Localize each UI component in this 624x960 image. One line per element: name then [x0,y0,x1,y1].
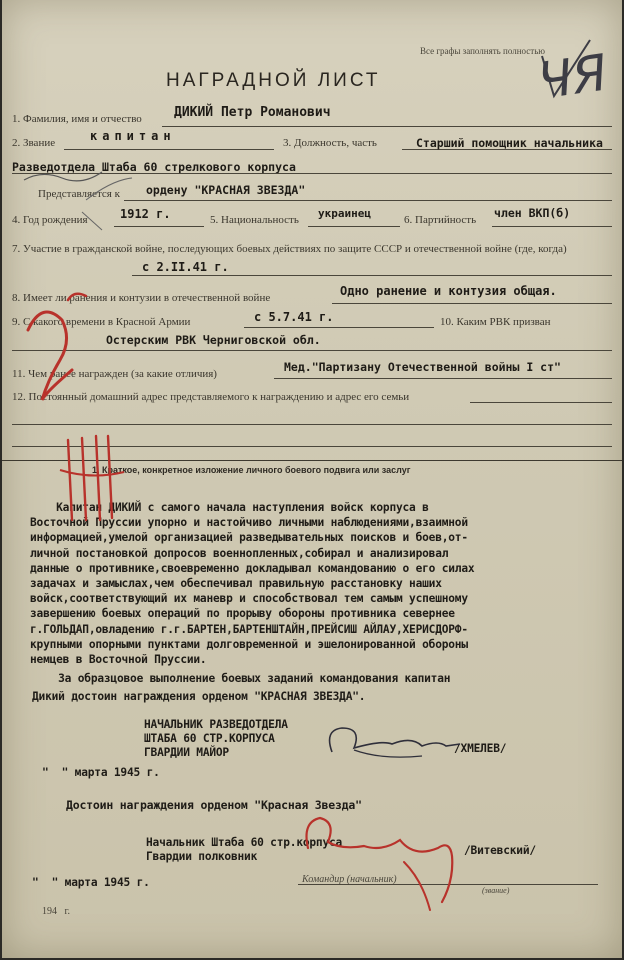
underline [12,173,612,174]
field-label-name: 1. Фамилия, имя и отчество [12,113,142,125]
year-blank: 194 г. [42,906,70,917]
rank-label: (звание) [482,886,510,895]
field-value-rvk: Остерским РВК Черниговской обл. [106,333,321,347]
underline [274,378,612,379]
underline [492,226,612,227]
page-title: НАГРАДНОЙ ЛИСТ [166,70,381,91]
underline [332,303,612,304]
underline [162,126,612,127]
section-heading: 1. Краткое, конкретное изложение личного боевого подвига или заслуг [92,465,411,475]
field-value-previous-awards: Мед."Партизану Отечественной войны I ст" [284,360,561,374]
handwritten-mark: ЧЯ [534,43,611,111]
field-label-birth-year: 4. Год рождения [12,214,88,226]
underline [12,424,612,425]
narrative-line: Капитан ДИКИЙ с самого начала наступления войск корпуса в [30,501,429,514]
signer-title-line: ГВАРДИИ МАЙОР [144,746,229,759]
field-label-presented: Представляется к [38,188,120,200]
field-value-position: Старший помощник начальника Разведотдела Штаба 60 стрелкового корпуса [12,136,603,174]
signer-title-line: ШТАБА 60 СТР.КОРПУСА [144,732,275,745]
ink-signature [330,728,460,752]
signer-name-2: /Витевский/ [464,844,536,857]
conclusion-text: Достоин награждения орденом "Красная Звезда" [66,798,362,812]
underline [12,350,612,351]
narrative-line: завершению боевых операций по прорыву обороны противника севернее [30,607,455,621]
underline [124,200,612,201]
underline [244,327,434,328]
field-label-nationality: 5. Национальность [210,214,299,226]
red-pencil-mark [404,862,430,910]
recommendation-paragraph [32,670,450,706]
signer-title-line: Гвардии полковник [146,850,258,863]
narrative-line: личной постановкой допросов военнопленных,собирал и анализировал [30,546,449,560]
field-label-rank: 2. Звание [12,137,56,149]
commander-label: Командир (начальник) [302,874,397,885]
narrative-line: Восточной Пруссии упорно и настойчиво личными наблюдениями,взаимной [30,516,468,530]
field-value-war-participation: с 2.II.41 г. [142,260,229,274]
field-value-name: ДИКИЙ Петр Романович [174,105,331,120]
underline [308,226,400,227]
section-divider [2,460,622,461]
recommendation-line: Дикий достоин награждения орденом "КРАСНАЯ ЗВЕЗДА". [32,690,366,703]
recommendation-line: За образцовое выполнение боевых заданий командования капитан [32,672,451,685]
narrative-line: г.ГОЛЬДАП,овладению г.г.БАРТЕН,БАРТЕНШТАЙН,ПРЕЙСИШ АЙЛАУ,ХЕРИСДОРФ- [30,622,468,636]
field-label-army-since: 9. С какого времени в Красной Армии [12,316,191,328]
field-value-order: ордену "КРАСНАЯ ЗВЕЗДА" [146,183,306,197]
field-value-army-since: с 5.7.41 г. [254,310,334,324]
field-label-home-address: 12. Постоянный домашний адрес представляемого к награждению и адрес его семьи [12,391,410,403]
field-value-wounds: Одно ранение и контузия общая. [340,284,557,298]
narrative-paragraph [30,500,474,667]
field-label-previous-awards: 11. Чем ранее награжден (за какие отличия) [12,368,217,380]
narrative-line: войск,соответствующий их маневр и способствовал тем самым успешному [30,592,468,606]
field-value-birth-year: 1912 г. [120,207,171,221]
signer-name-1: /ХМЕЛЕВ/ [454,742,507,755]
field-value-party: член ВКП(б) [494,206,571,220]
signature-date-2: " " марта 1945 г. [32,876,150,889]
ink-signature [354,750,422,757]
signature-date-1: " " марта 1945 г. [42,766,160,779]
narrative-line: немцев в Восточной Пруссии. [30,653,207,667]
underline [470,402,612,403]
field-value-nationality: украинец [318,207,371,220]
narrative-line: информацией,умелой организацией разведывательных поисков и боев,от- [30,531,468,545]
narrative-line: данные о противнике,своевременно докладывал командованию о его силах [30,561,475,575]
field-label-rvk: 10. Каким РВК призван [440,316,551,328]
signer-title-line: НАЧАЛЬНИК РАЗВЕДОТДЕЛА [144,718,288,731]
field-label-wounds: 8. Имеет ли ранения и контузии в отечественной войне [12,292,271,304]
narrative-line: задачах и замыслах,чем обеспечивал правильную расстановку наших [30,577,442,591]
field-label-position: 3. Должность, часть [283,137,377,149]
fill-all-fields-note: Все графы заполнять полностью [420,46,546,56]
field-label-war-participation: 7. Участие в гражданской войне, последующих боевых действиях по защите СССР и отечественной войне (где, когда) [12,243,567,255]
underline [114,226,204,227]
signer-title-line: Начальник Штаба 60 стр.корпуса [146,836,343,849]
award-sheet [2,0,622,958]
field-value-rank: капитан [90,129,176,143]
field-label-party: 6. Партийность [404,214,477,226]
underline [12,446,612,447]
narrative-line: крупными опорными пунктами долговременной и эшелонированной обороны [30,637,468,651]
underline [132,275,612,276]
signature-block-1 [144,718,288,760]
signature-block-2 [146,836,342,864]
